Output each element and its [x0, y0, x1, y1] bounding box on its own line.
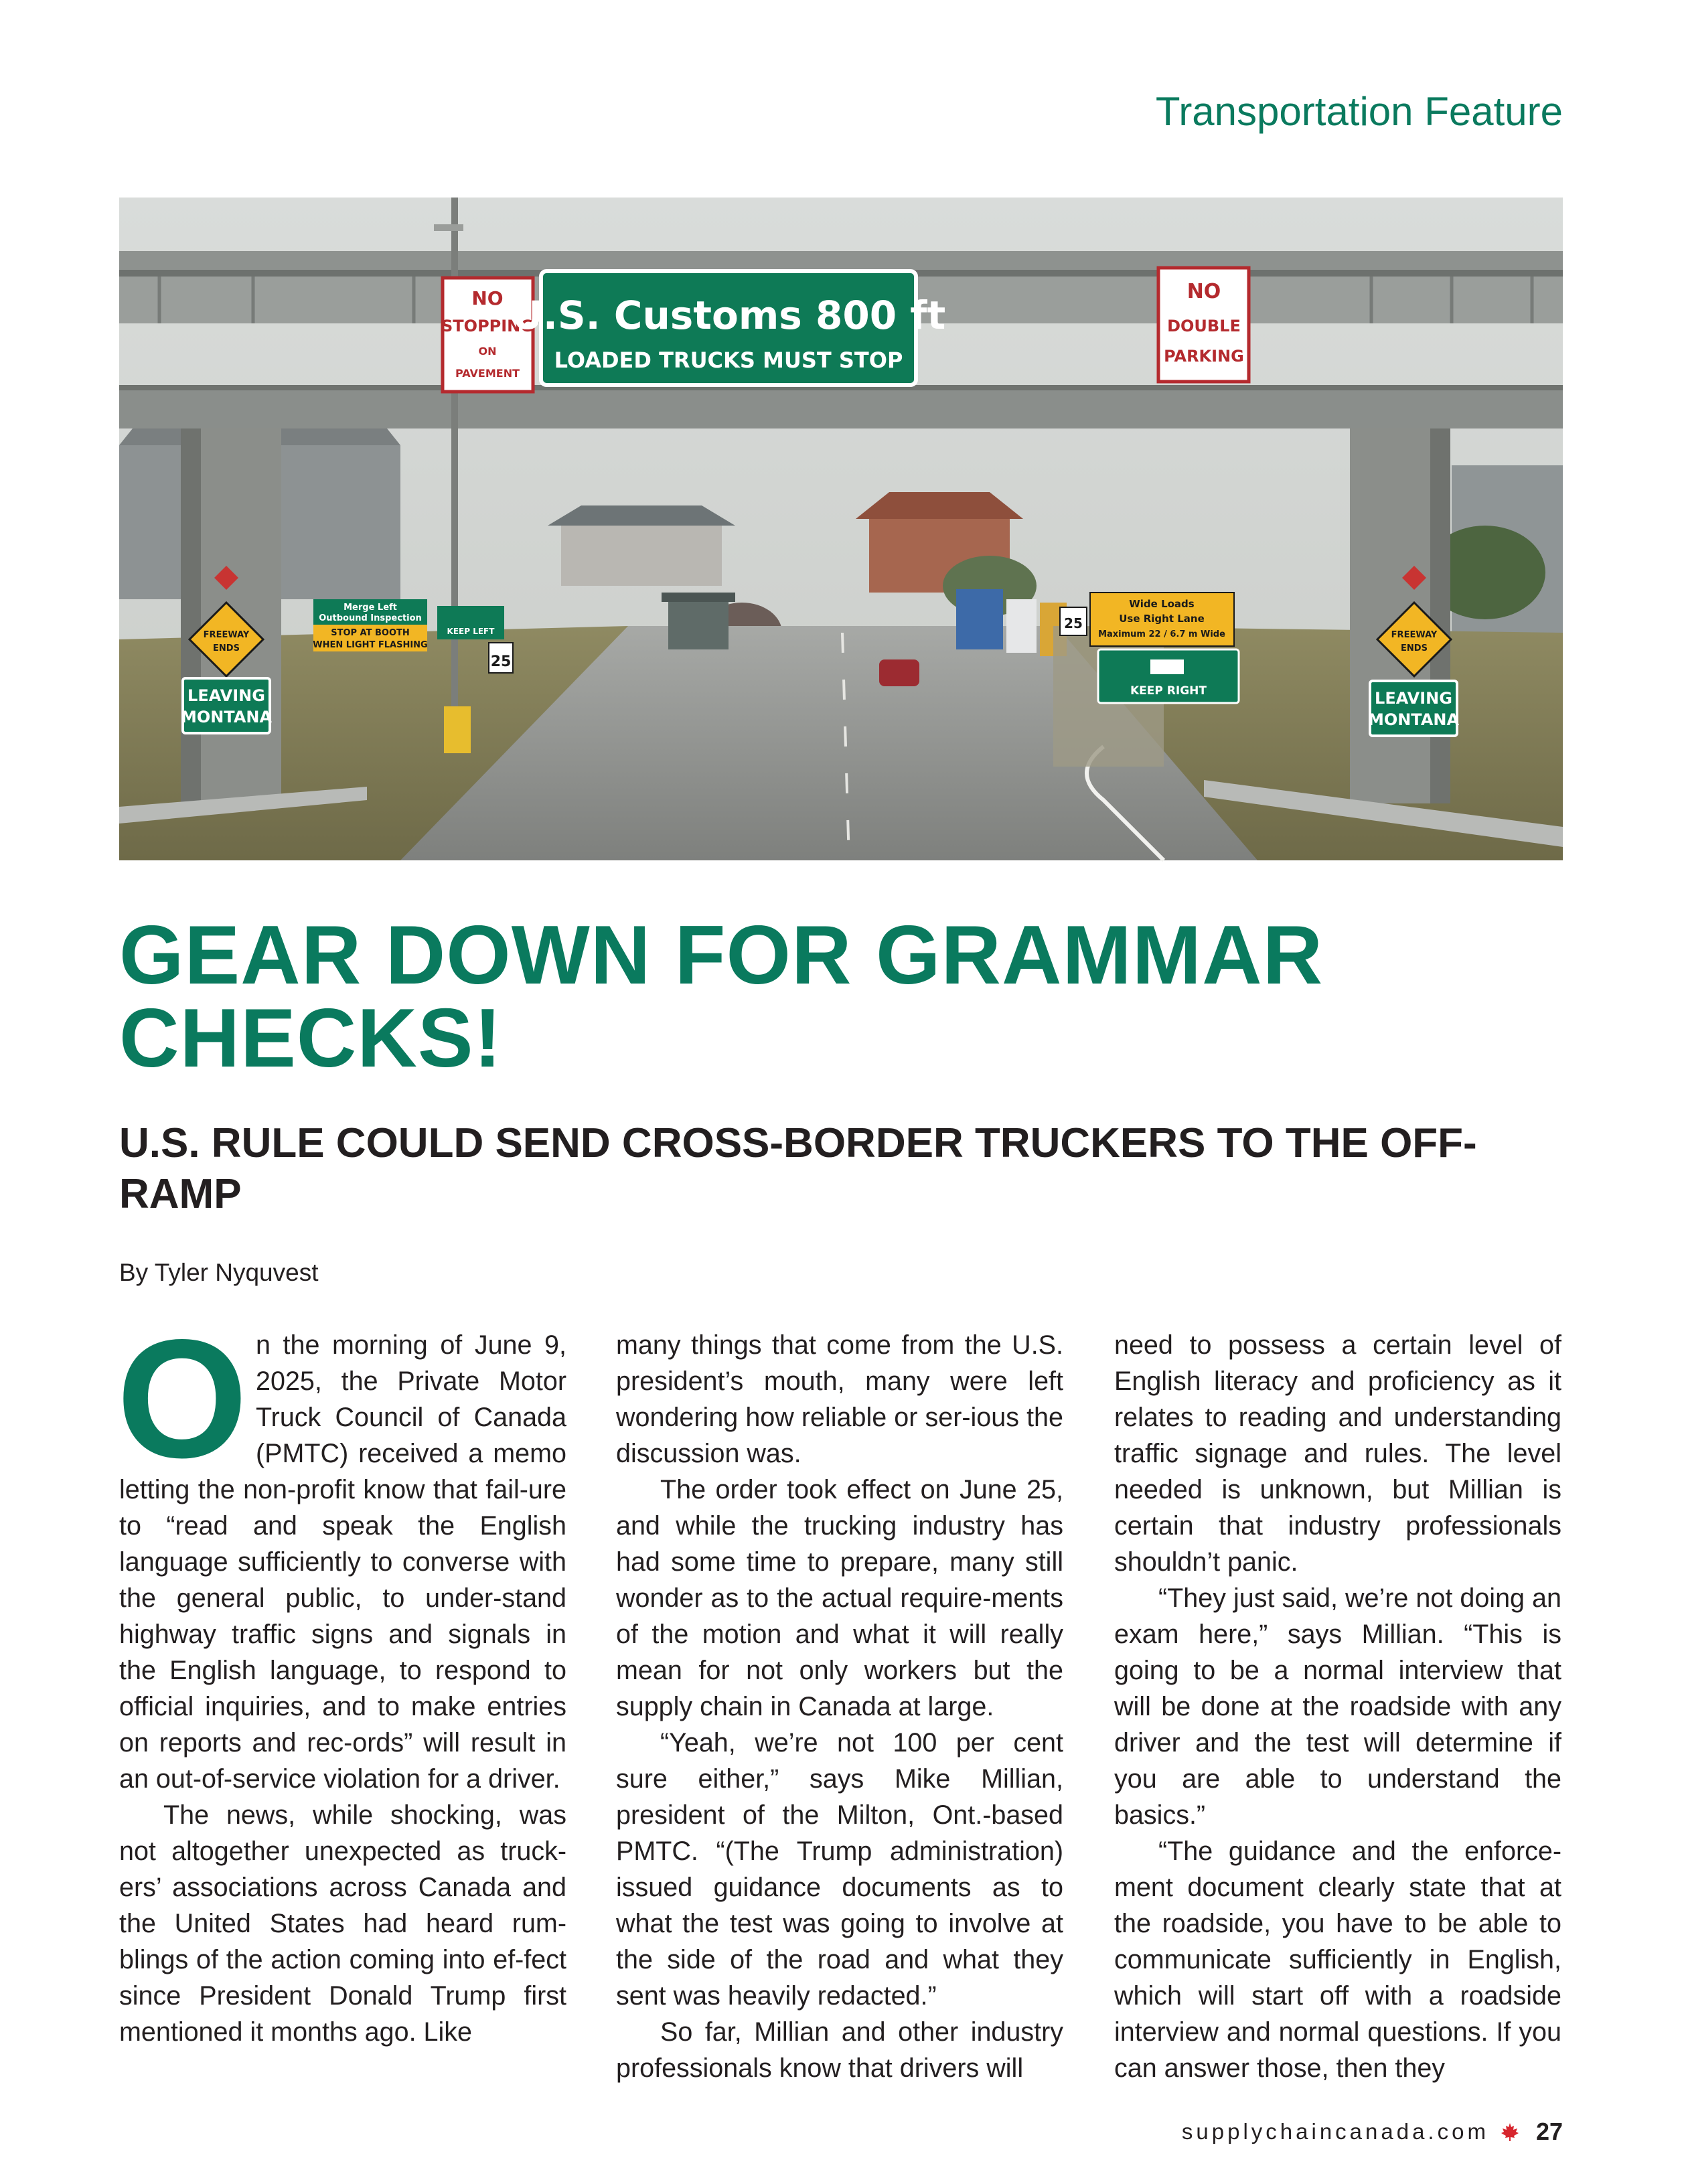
headline: GEAR DOWN FOR GRAMMAR CHECKS! [119, 909, 1324, 1085]
svg-text:Wide Loads: Wide Loads [1129, 598, 1195, 610]
paragraph-text: n the morning of June 9, 2025, the Private Motor Truck Council of Canada (PMTC) received a memo letting the non-profit know that fail-ure to “read and speak the English language sufficiently to converse with the general public, to under-stand highway traffic signs and signals in the English language, to respond to official inquiries, and to make entries on reports and rec-ords” will result in an out-of-service violation for a driver. [119, 1330, 566, 1794]
paragraph: The order took effect on June 25, and while the trucking industry has had some time to prepare, many still wonder as to the actual require-ments of the motion and what it will really mean for not only workers but the supply chain in Canada at large. [616, 1475, 1063, 1721]
paragraph: many things that come from the U.S. president’s mouth, many were left wondering how reliable or ser-ious the discussion was. [616, 1330, 1063, 1468]
svg-text:FREEWAY: FREEWAY [1391, 630, 1438, 640]
paragraph: The news, while shocking, was not altogether unexpected as truck-ers’ associations across Canada and the United States had heard rum-blings of the action coming into ef-fect since President Donald Trump first mentioned it months ago. Like [119, 1800, 566, 2047]
svg-text:25: 25 [490, 653, 512, 670]
column-3 [1114, 1327, 1561, 2086]
drop-cap: O [117, 1305, 248, 1493]
svg-text:STOP AT BOOTH: STOP AT BOOTH [331, 628, 410, 638]
photo-credit: © Brian Kenney / shutterstock.com [1638, 760, 1655, 988]
svg-text:MONTANA: MONTANA [180, 708, 273, 726]
paragraph: “The guidance and the enforce-ment document clearly state that at the roadside, you have to be able to communicate sufficiently in English, which will start off with a roadside interview and normal questions. If you can answer those, then they [1114, 1837, 1561, 2083]
paragraph: “Yeah, we’re not 100 per cent sure either,” says Mike Millian, president of the Milton, Ont.-based PMTC. “(The Trump administration) issued guidance documents as to what the test was going to involve at the side of the road and what they sent was heavily redacted.” [616, 1728, 1063, 2011]
column-2 [616, 1327, 1063, 2086]
svg-text:KEEP RIGHT: KEEP RIGHT [1130, 684, 1207, 698]
svg-text:NO: NO [471, 287, 504, 309]
paragraph: need to possess a certain level of English literacy and proficiency as it relates to reading and understanding traffic signage and rules. The level needed is unknown, but Millian is certain that industry professionals shouldn’t panic. [1114, 1330, 1561, 1577]
svg-text:NO: NO [1187, 280, 1221, 303]
svg-text:LEAVING: LEAVING [187, 686, 265, 705]
svg-text:LEAVING: LEAVING [1375, 689, 1452, 708]
svg-text:FREEWAY: FREEWAY [203, 630, 250, 640]
svg-text:WHEN LIGHT FLASHING: WHEN LIGHT FLASHING [313, 640, 428, 650]
paragraph: So far, Millian and other industry professionals know that drivers will [616, 2017, 1063, 2083]
svg-text:U.S. Customs 800 ft: U.S. Customs 800 ft [511, 293, 946, 338]
byline: By Tyler Nyquvest [119, 1259, 319, 1286]
paragraph [117, 1305, 566, 1797]
column-1 [117, 1305, 566, 2050]
svg-text:Use Right Lane: Use Right Lane [1119, 613, 1205, 625]
page-footer [1182, 2118, 1563, 2146]
svg-text:ON: ON [478, 345, 497, 358]
svg-text:25: 25 [1064, 615, 1083, 631]
paragraph: “They just said, we’re not doing an exam here,” says Millian. “This is going to be a normal interview that will be done at the roadside with any driver and the test will determine if you are able to understand the basics.” [1114, 1583, 1561, 1830]
svg-text:KEEP LEFT: KEEP LEFT [447, 627, 495, 636]
svg-text:STOPPING: STOPPING [441, 317, 534, 335]
footer-url[interactable]: supplychaincanada.com [1181, 2119, 1489, 2144]
svg-text:LOADED TRUCKS MUST STOP: LOADED TRUCKS MUST STOP [554, 347, 903, 373]
feature-photo [119, 198, 1655, 988]
page-number: 27 [1535, 2118, 1563, 2145]
svg-text:MONTANA: MONTANA [1367, 710, 1460, 729]
svg-text:ENDS: ENDS [213, 643, 240, 653]
svg-text:Maximum 22 / 6.7 m Wide: Maximum 22 / 6.7 m Wide [1098, 629, 1225, 639]
svg-text:Merge Left: Merge Left [343, 603, 397, 613]
svg-text:Outbound Inspection: Outbound Inspection [319, 613, 422, 623]
deck: U.S. RULE COULD SEND CROSS-BORDER TRUCKERS TO THE OFF-RAMP [119, 1120, 1477, 1217]
svg-text:PAVEMENT: PAVEMENT [455, 367, 520, 380]
svg-text:ENDS: ENDS [1401, 643, 1428, 653]
svg-text:DOUBLE: DOUBLE [1167, 317, 1241, 335]
section-label: Transportation Feature [1155, 89, 1563, 134]
maple-leaf-icon [1500, 2122, 1520, 2142]
svg-text:PARKING: PARKING [1164, 347, 1244, 366]
